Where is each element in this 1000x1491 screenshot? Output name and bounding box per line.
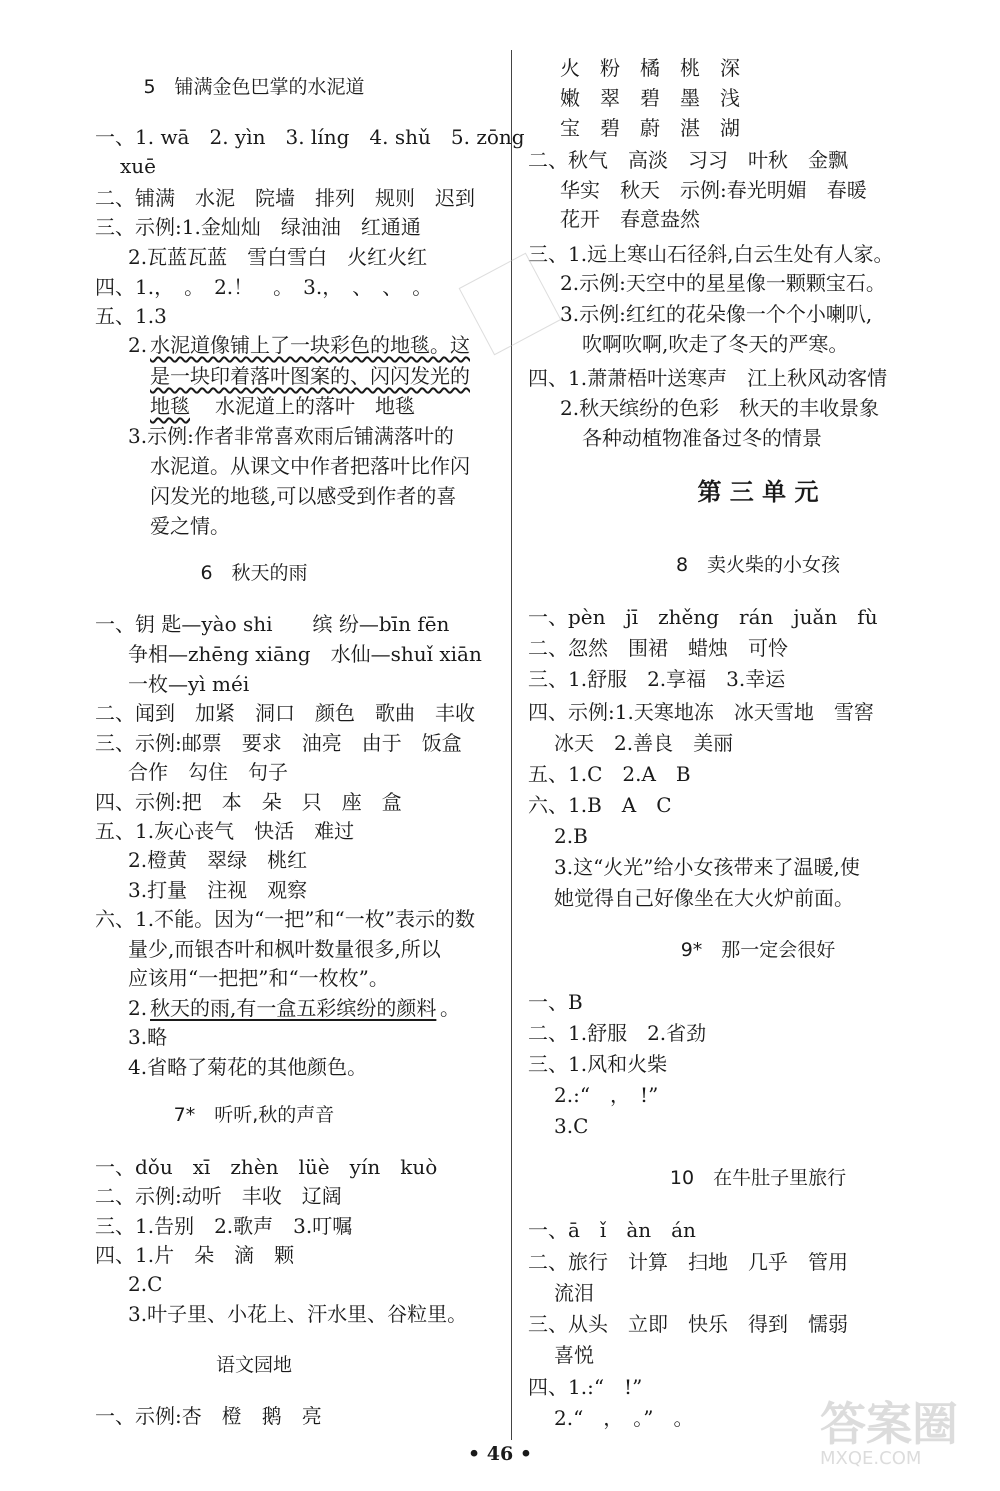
answer-line: 流泪 — [554, 1281, 594, 1305]
section-title-9: 9* 那一定会很好 — [680, 939, 836, 961]
answer-line: 一、钥 匙—yào shi 缤 纷—bīn fēn — [95, 612, 450, 636]
answer-line: 三、示例:1.金灿灿 绿油油 红通通 — [95, 215, 421, 239]
unit-title: 第 三 单 元 — [697, 477, 819, 506]
faint-stamp-mark — [459, 253, 562, 356]
answer-line: 二、铺满 水泥 院墙 排列 规则 迟到 — [95, 186, 475, 210]
answer-line: 六、1.不能。因为“一把”和“一枚”表示的数 — [95, 907, 475, 931]
answer-line: 2.B — [554, 824, 588, 848]
page-number: • 46 • — [468, 1443, 532, 1465]
answer-line: 五、1.3 — [95, 304, 167, 328]
answer-line: 应该用“一把把”和“一枚枚”。 — [128, 966, 389, 990]
section-title-7: 7* 听听,秋的声音 — [173, 1104, 335, 1126]
answer-line: 三、1.告别 2.歌声 3.叮嘱 — [95, 1214, 353, 1238]
answer-line: 吹啊吹啊,吹走了冬天的严寒。 — [582, 332, 849, 356]
answer-line: 二、秋气 高淡 习习 叶秋 金飘 — [528, 148, 848, 172]
answer-line: 3.叶子里、小花上、汗水里、谷粒里。 — [128, 1302, 468, 1326]
answer-line: 五、1.C 2.A B — [528, 762, 691, 786]
answer-line: 一、pèn jī zhěng rán juǎn fù — [528, 605, 878, 629]
answer-line: 花开 春意盎然 — [560, 207, 700, 231]
answer-line: 合作 勾住 句子 — [128, 760, 288, 784]
answer-line: 四、1.萧萧梧叶送寒声 江上秋风动客情 — [528, 366, 888, 390]
answer-line: 一、dǒu xī zhèn lüè yín kuò — [95, 1155, 438, 1179]
answer-line: 水泥道。从课文中作者把落叶比作闪 — [150, 454, 470, 478]
answer-line: 二、忽然 围裙 蜡烛 可怜 — [528, 636, 788, 660]
answer-line: 二、闻到 加紧 洞口 颜色 歌曲 丰收 — [95, 701, 475, 725]
section-title-6: 6 秋天的雨 — [200, 562, 308, 584]
answer-line: 爱之情。 — [150, 514, 230, 538]
answer-line: 喜悦 — [554, 1343, 594, 1367]
answer-line: 六、1.B A C — [528, 793, 672, 817]
answer-line: 三、1.远上寒山石径斜,白云生处有人家。 — [528, 242, 894, 266]
answer-line: 2.秋天缤纷的色彩 秋天的丰收景象 — [560, 396, 880, 420]
answer-line: 三、从头 立即 快乐 得到 懦弱 — [528, 1312, 848, 1336]
answer-line: 3.这“火光”给小女孩带来了温暖,使 — [554, 855, 860, 879]
answer-line: 3.示例:红红的花朵像一个个小喇叭, — [560, 302, 873, 326]
answer-line-wavy: 水泥道像铺上了一块彩色的地毯。这 — [150, 333, 470, 357]
answer-line: 二、旅行 计算 扫地 几乎 管用 — [528, 1250, 848, 1274]
answer-line-wavy: 地毯 — [150, 394, 190, 418]
answer-number: 2. — [128, 333, 148, 357]
answer-line: 火 粉 橘 桃 深 — [560, 56, 740, 80]
answer-line: 一、ā ǐ àn án — [528, 1218, 696, 1242]
answer-line: 二、示例:动听 丰收 辽阔 — [95, 1184, 342, 1208]
answer-line: 四、1.， 。 2.！ 。 3.， 、 、 。 — [95, 275, 433, 299]
answer-line: 水泥道上的落叶 地毯 — [195, 394, 415, 418]
section-title-5: 5 铺满金色巴掌的水泥道 — [143, 76, 365, 98]
answer-line-wavy: 是一块印着落叶图案的、闪闪发光的 — [150, 364, 470, 388]
answer-line: 嫩 翠 碧 墨 浅 — [560, 86, 740, 110]
answer-line-underlined: 秋天的雨,有一盒五彩缤纷的颜料 — [150, 996, 437, 1020]
answer-line: 2.瓦蓝瓦蓝 雪白雪白 火红火红 — [128, 245, 428, 269]
answer-line: 四、示例:1.天寒地冻 冰天雪地 雪窖 — [528, 700, 874, 724]
watermark-logo — [820, 1397, 990, 1480]
answer-line: 3.C — [554, 1114, 589, 1138]
answer-line: 四、1.:“ !” — [528, 1375, 643, 1399]
section-title-yuwen: 语文园地 — [215, 1354, 292, 1376]
section-title-8: 8 卖火柴的小女孩 — [675, 554, 841, 576]
watermark-url: MXQE.COM — [820, 1448, 922, 1469]
answer-line: 宝 碧 蔚 湛 湖 — [560, 116, 740, 140]
answer-line: 四、示例:把 本 朵 只 座 盒 — [95, 790, 402, 814]
answer-line: 。 — [440, 996, 460, 1020]
answer-line: 3.略 — [128, 1025, 168, 1049]
answer-line: 二、1.舒服 2.省劲 — [528, 1021, 707, 1045]
answer-line: 各种动植物准备过冬的情景 — [582, 426, 822, 450]
answer-line: 她觉得自己好像坐在大火炉前面。 — [554, 886, 854, 910]
answer-line: 2.“ ， 。” 。 — [554, 1406, 694, 1430]
answer-line: 一枚—yì méi — [128, 672, 250, 696]
answer-line: 一、B — [528, 990, 583, 1014]
section-title-10: 10 在牛肚子里旅行 — [669, 1167, 847, 1189]
answer-line: 2.C — [128, 1272, 163, 1296]
answer-line: 争相—zhēng xiāng 水仙—shuǐ xiān — [128, 642, 482, 666]
answer-line: 三、1.风和火柴 — [528, 1052, 668, 1076]
answer-line: 一、示例:杏 橙 鹅 亮 — [95, 1404, 322, 1428]
answer-line: 2.橙黄 翠绿 桃红 — [128, 848, 308, 872]
answer-line: 3.打量 注视 观察 — [128, 878, 308, 902]
answer-line: 4.省略了菊花的其他颜色。 — [128, 1055, 368, 1079]
answer-line: 量少,而银杏叶和枫叶数量很多,所以 — [128, 937, 441, 961]
answer-line: xuē — [120, 154, 156, 178]
answer-line: 五、1.灰心丧气 快活 难过 — [95, 819, 355, 843]
watermark-text: 答案圈 — [820, 1397, 958, 1451]
answer-line: 3.示例:作者非常喜欢雨后铺满落叶的 — [128, 424, 454, 448]
answer-line: 2.示例:天空中的星星像一颗颗宝石。 — [560, 271, 886, 295]
answer-line: 冰天 2.善良 美丽 — [554, 731, 734, 755]
answer-line: 一、1. wā 2. yìn 3. líng 4. shǔ 5. zōng — [95, 125, 525, 149]
answer-line: 三、1.舒服 2.享福 3.幸运 — [528, 667, 786, 691]
answer-line: 四、1.片 朵 滴 颗 — [95, 1243, 295, 1267]
answer-number: 2. — [128, 996, 148, 1020]
answer-line: 华实 秋天 示例:春光明媚 春暖 — [560, 178, 867, 202]
answer-line: 2.:“ ， !” — [554, 1083, 659, 1107]
answer-line: 三、示例:邮票 要求 油亮 由于 饭盒 — [95, 731, 462, 755]
answer-line: 闪发光的地毯,可以感受到作者的喜 — [150, 484, 457, 508]
